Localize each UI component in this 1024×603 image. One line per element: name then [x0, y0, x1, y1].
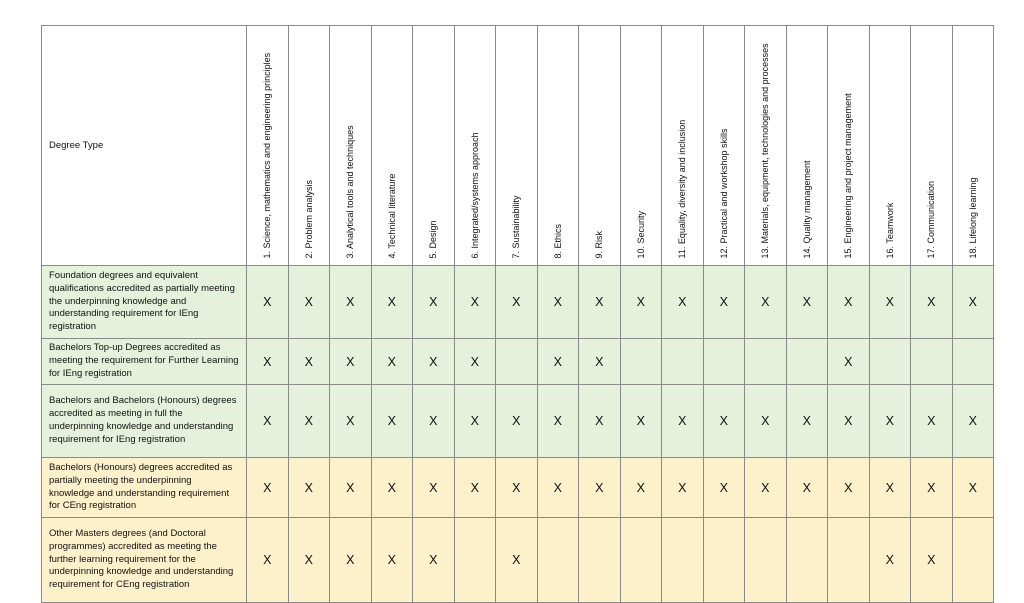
criterion-mark-cell: X: [745, 266, 787, 339]
criterion-label: 12. Practical and workshop skills: [718, 127, 729, 258]
criterion-header: [703, 26, 745, 266]
criterion-mark-cell: X: [247, 339, 289, 385]
criterion-mark-cell: X: [496, 458, 538, 518]
criterion-mark-cell: X: [745, 385, 787, 458]
criterion-mark-cell: X: [537, 339, 579, 385]
criterion-header: [371, 26, 413, 266]
degree-type-cell: Foundation degrees and equivalent qualifications accredited as partially meeting the underpinning knowledge and understanding requirement for IEng registration: [42, 266, 247, 339]
criterion-mark-cell: X: [745, 458, 787, 518]
criterion-mark-cell: [828, 518, 870, 603]
criterion-mark-cell: [620, 518, 662, 603]
header-row: [42, 26, 994, 266]
criterion-header: [537, 26, 579, 266]
criterion-mark-cell: X: [371, 266, 413, 339]
criterion-mark-cell: X: [869, 518, 911, 603]
criterion-mark-cell: X: [911, 266, 953, 339]
criterion-mark-cell: X: [413, 266, 455, 339]
criterion-header: [786, 26, 828, 266]
criterion-mark-cell: X: [247, 266, 289, 339]
degree-type-header: Degree Type: [42, 26, 247, 266]
degree-criteria-table-wrapper: [41, 25, 994, 603]
criterion-label: 11. Equality, diversity and inclusion: [677, 119, 687, 258]
criterion-mark-cell: [786, 339, 828, 385]
criterion-mark-cell: X: [288, 266, 330, 339]
criterion-mark-cell: X: [662, 266, 704, 339]
criterion-mark-cell: X: [496, 518, 538, 603]
criterion-header: [620, 26, 662, 266]
criterion-label: 5. Design: [428, 219, 438, 258]
criterion-mark-cell: X: [413, 518, 455, 603]
criterion-mark-cell: X: [828, 266, 870, 339]
criterion-mark-cell: X: [703, 266, 745, 339]
table-row: [42, 266, 994, 339]
criterion-mark-cell: [620, 339, 662, 385]
criterion-mark-cell: X: [247, 518, 289, 603]
criterion-header: [454, 26, 496, 266]
criterion-mark-cell: X: [454, 385, 496, 458]
criterion-mark-cell: X: [911, 385, 953, 458]
criterion-mark-cell: X: [330, 518, 372, 603]
criterion-mark-cell: X: [330, 385, 372, 458]
criterion-mark-cell: X: [288, 458, 330, 518]
degree-criteria-table: [41, 25, 994, 603]
criterion-mark-cell: X: [620, 266, 662, 339]
criterion-mark-cell: X: [579, 458, 621, 518]
criterion-label: 2. Problem analysis: [303, 179, 314, 258]
criterion-mark-cell: X: [911, 458, 953, 518]
criterion-mark-cell: X: [454, 339, 496, 385]
criterion-mark-cell: [537, 518, 579, 603]
degree-type-cell: Bachelors Top-up Degrees accredited as meeting the requirement for Further Learning for IEng registration: [42, 339, 247, 385]
criterion-mark-cell: X: [454, 458, 496, 518]
criterion-label: 18. Lifelong learning: [967, 176, 978, 258]
criterion-mark-cell: X: [911, 518, 953, 603]
criterion-mark-cell: X: [786, 385, 828, 458]
criterion-mark-cell: X: [786, 458, 828, 518]
criterion-mark-cell: [454, 518, 496, 603]
criterion-mark-cell: X: [330, 339, 372, 385]
criterion-label: 15. Engineering and project management: [843, 92, 853, 258]
criterion-mark-cell: [786, 518, 828, 603]
criterion-mark-cell: X: [413, 458, 455, 518]
criterion-header: [413, 26, 455, 266]
criterion-mark-cell: X: [786, 266, 828, 339]
criterion-mark-cell: X: [869, 266, 911, 339]
criterion-mark-cell: X: [620, 385, 662, 458]
criterion-mark-cell: [579, 518, 621, 603]
table-row: [42, 385, 994, 458]
criterion-mark-cell: X: [413, 385, 455, 458]
criterion-label: 14. Quality management: [801, 159, 812, 258]
criterion-mark-cell: [662, 518, 704, 603]
degree-type-cell: Bachelors (Honours) degrees accredited as partially meeting the underpinning knowledge and understanding requirement for CEng registration: [42, 458, 247, 518]
criterion-label: 8. Ethics: [552, 223, 563, 258]
criterion-header: [496, 26, 538, 266]
criterion-mark-cell: X: [662, 385, 704, 458]
criterion-header: [330, 26, 372, 266]
criterion-mark-cell: [496, 339, 538, 385]
criterion-mark-cell: X: [537, 266, 579, 339]
criterion-label: 3. Analytical tools and techniques: [345, 124, 355, 258]
criterion-mark-cell: [952, 518, 994, 603]
criterion-mark-cell: X: [371, 339, 413, 385]
criterion-mark-cell: X: [288, 339, 330, 385]
criterion-mark-cell: [869, 339, 911, 385]
criterion-mark-cell: X: [288, 518, 330, 603]
criterion-header: [745, 26, 787, 266]
table-body: [42, 266, 994, 603]
criterion-mark-cell: X: [330, 458, 372, 518]
degree-type-cell: Bachelors and Bachelors (Honours) degrees accredited as meeting in full the underpinning knowledge and understanding requirement for IEng registration: [42, 385, 247, 458]
criterion-mark-cell: [703, 518, 745, 603]
criterion-label: 9. Risk: [594, 230, 604, 258]
criterion-header: [952, 26, 994, 266]
criterion-mark-cell: [952, 339, 994, 385]
criterion-mark-cell: X: [371, 385, 413, 458]
criterion-mark-cell: [911, 339, 953, 385]
criterion-header: [869, 26, 911, 266]
criterion-mark-cell: X: [579, 339, 621, 385]
criterion-mark-cell: X: [869, 385, 911, 458]
criterion-mark-cell: [745, 518, 787, 603]
criterion-label: 1. Science, mathematics and engineering principles: [262, 52, 272, 258]
criterion-mark-cell: X: [496, 385, 538, 458]
criterion-mark-cell: [662, 339, 704, 385]
criterion-mark-cell: X: [454, 266, 496, 339]
criterion-label: 17. Communication: [926, 180, 936, 258]
criterion-mark-cell: [703, 339, 745, 385]
criterion-mark-cell: X: [828, 385, 870, 458]
criterion-label: 4. Technical literature: [386, 173, 397, 258]
criterion-mark-cell: X: [869, 458, 911, 518]
criterion-mark-cell: X: [371, 458, 413, 518]
criterion-header: [828, 26, 870, 266]
criterion-mark-cell: X: [828, 339, 870, 385]
criterion-mark-cell: X: [579, 266, 621, 339]
criterion-label: 16. Teamwork: [884, 202, 895, 258]
criterion-mark-cell: X: [247, 385, 289, 458]
criterion-header: [911, 26, 953, 266]
criterion-mark-cell: X: [371, 518, 413, 603]
criterion-mark-cell: X: [579, 385, 621, 458]
criterion-mark-cell: X: [247, 458, 289, 518]
criterion-mark-cell: X: [537, 385, 579, 458]
criterion-header: [579, 26, 621, 266]
criterion-mark-cell: X: [620, 458, 662, 518]
table-row: [42, 339, 994, 385]
criterion-mark-cell: X: [703, 458, 745, 518]
criterion-mark-cell: X: [703, 385, 745, 458]
degree-type-cell: Other Masters degrees (and Doctoral programmes) accredited as meeting the further learning requirement for the underpinning knowledge and understanding requirement for CEng registration: [42, 518, 247, 603]
criterion-label: 10. Security: [635, 210, 646, 258]
criterion-mark-cell: X: [288, 385, 330, 458]
criterion-mark-cell: X: [496, 266, 538, 339]
criterion-mark-cell: X: [330, 266, 372, 339]
criterion-label: 6. Integrated/systems approach: [469, 131, 480, 258]
criterion-mark-cell: X: [952, 458, 994, 518]
criterion-header: [662, 26, 704, 266]
criterion-mark-cell: X: [537, 458, 579, 518]
criterion-mark-cell: X: [662, 458, 704, 518]
table-row: [42, 518, 994, 603]
criterion-header: [288, 26, 330, 266]
criterion-mark-cell: X: [952, 385, 994, 458]
criterion-mark-cell: X: [828, 458, 870, 518]
criterion-label: 7. Sustainability: [511, 194, 521, 258]
table-row: [42, 458, 994, 518]
criterion-mark-cell: [745, 339, 787, 385]
criterion-header: [247, 26, 289, 266]
criterion-mark-cell: X: [952, 266, 994, 339]
criterion-label: 13. Materials, equipment, technologies and processes: [760, 42, 770, 258]
criterion-mark-cell: X: [413, 339, 455, 385]
